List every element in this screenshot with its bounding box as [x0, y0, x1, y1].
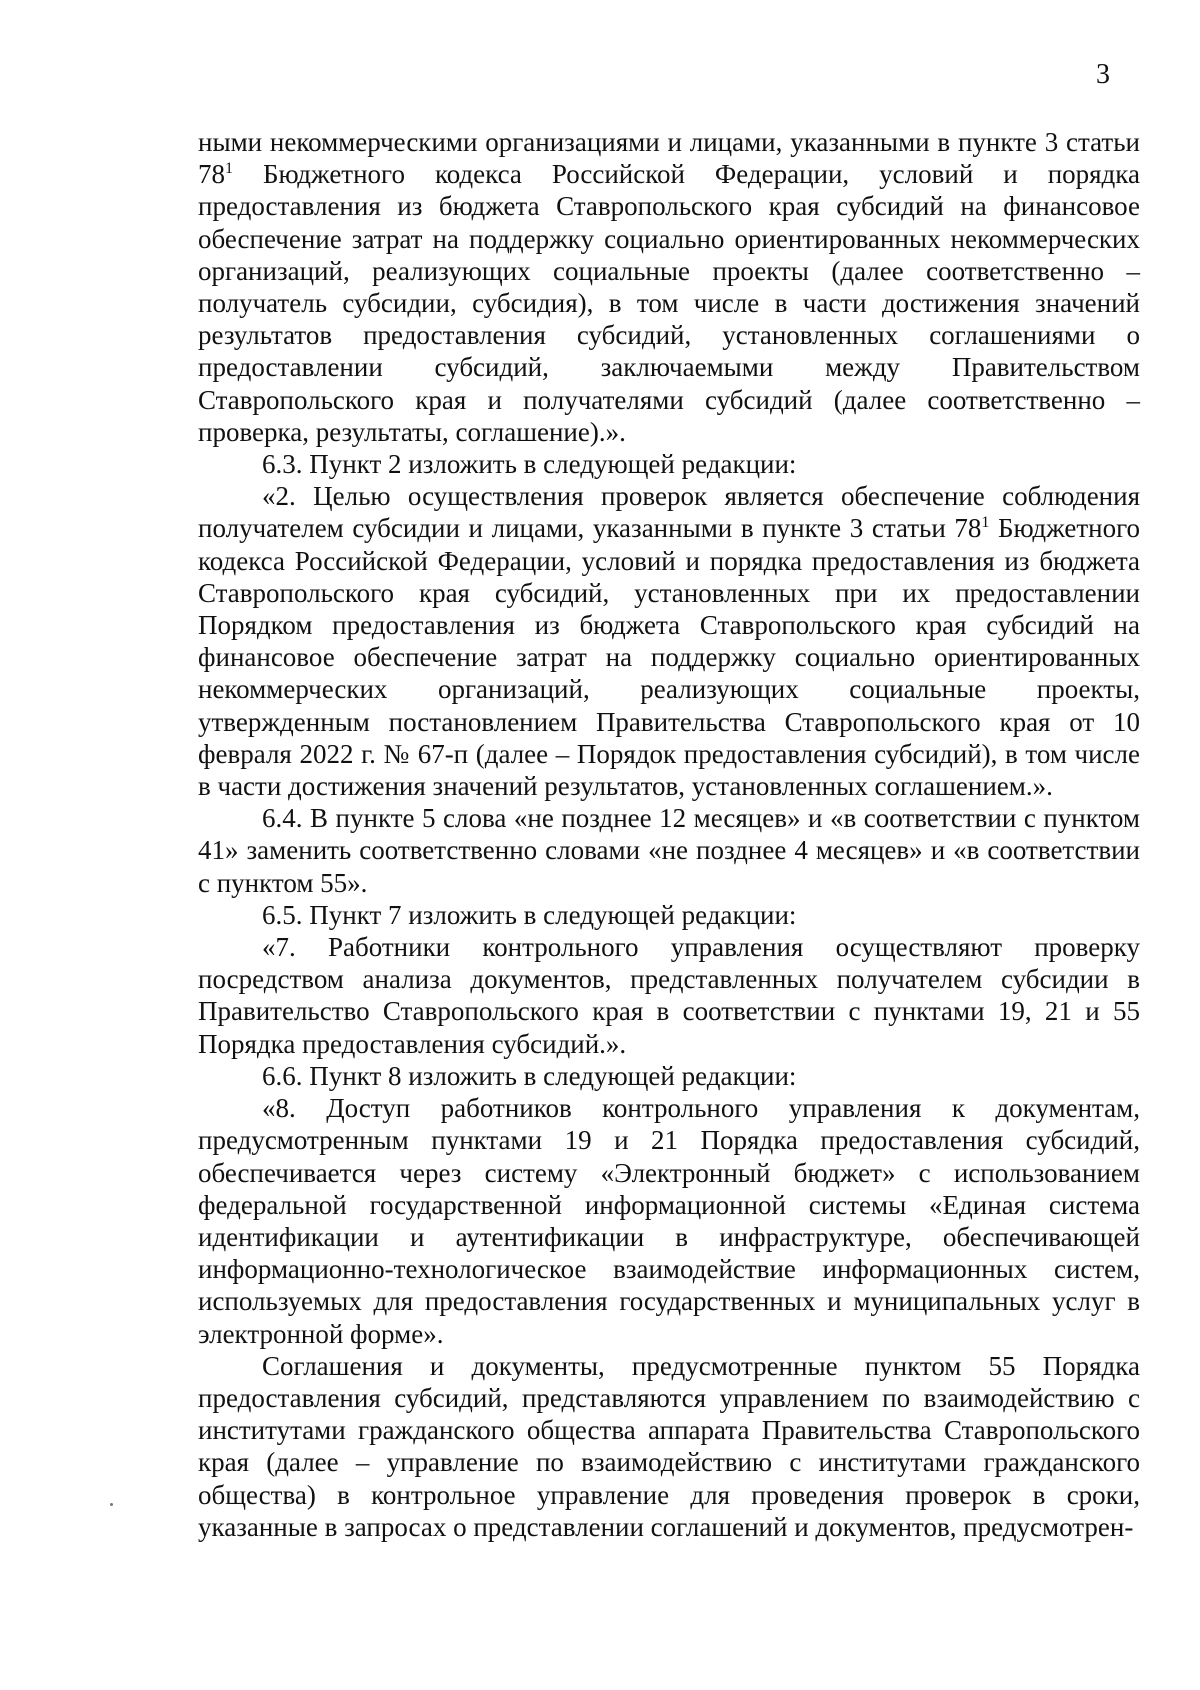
paragraph-text: «2. Целью осуществления проверок является обеспечение соблюдения получателем субсидии и лицами, указанными в пункте 3 статьи 78 [198, 481, 1140, 544]
paragraph-text: 6.5. Пункт 7 изложить в следующей редакции: [262, 899, 797, 930]
paragraph [198, 931, 1140, 1060]
document-body [198, 126, 1140, 1543]
superscript: 1 [225, 160, 233, 178]
paragraph [198, 480, 1140, 802]
paragraph [198, 1060, 1140, 1092]
scan-speck [110, 1503, 113, 1506]
paragraph [198, 1092, 1140, 1350]
page-number: 3 [1096, 59, 1110, 90]
paragraph [198, 1350, 1140, 1543]
paragraph-text: «8. Доступ работников контрольного управления к документам, предусмотренным пунктами 19 и 21 Порядка предоставления субсидий, обеспечивается через систему «Электронный бюджет» с использованием федеральной государственной информационной системы «Единая система идентификации и аутентификации в инфраструктуре, обеспечивающей информационно-технологическое взаимодействие информационных систем, используемых для предоставления государственных и муниципальных услуг в электронной форме». [198, 1093, 1140, 1349]
paragraph-text: 6.3. Пункт 2 изложить в следующей редакции: [262, 449, 797, 480]
superscript: 1 [981, 514, 990, 532]
paragraph-text: 6.6. Пункт 8 изложить в следующей редакции: [262, 1060, 797, 1091]
paragraph [198, 126, 1140, 448]
paragraph [198, 448, 1140, 480]
paragraph-text: 6.4. В пункте 5 слова «не позднее 12 месяцев» и «в соответствии с пунктом 41» заменить соответственно словами «не позднее 4 месяцев» и «в соответствии с пунктом 55». [198, 803, 1140, 898]
paragraph-text: Бюджетного кодекса Российской Федерации, условий и порядка предоставления из бюджета Ставропольского края субсидий, установленных при их предоставлении Порядком предоставления из бюджета Ставропольского края субсидий на финансовое обеспечение затрат на поддержку социально ориентированных некоммерческих организаций, реализующих социальные проекты, утвержденным постановлением Правительства Ставропольского края от 10 февраля 2022 г. № 67-п (далее – Порядок предоставления субсидий), в том числе в части достижения значений результатов, установленных соглашением.». [198, 513, 1140, 802]
paragraph-text: ными некоммерческими организациями и лицами, указанными в пункте 3 статьи 78 [198, 127, 1140, 190]
paragraph [198, 802, 1140, 899]
paragraph-text: «7. Работники контрольного управления осуществляют проверку посредством анализа документов, представленных получателем субсидии в Правительство Ставропольского края в соответствии с пунктами 19, 21 и 55 Порядка предоставления субсидий.». [198, 932, 1140, 1059]
paragraph-text: Бюджетного кодекса Российской Федерации, условий и порядка предоставления из бюджета Ставропольского края субсидий на финансовое обеспечение затрат на поддержку социально ориентированных некоммерческих организаций, реализующих социальные проекты (далее соответственно – получатель субсидии, субсидия), в том числе в части достижения значений результатов предоставления субсидий, установленных соглашениями о предоставлении субсидий, заключаемыми между Правительством Ставропольского края и получателями субсидий (далее соответственно – проверка, результаты, соглашение).». [198, 159, 1140, 447]
paragraph-text: Соглашения и документы, предусмотренные пунктом 55 Порядка предоставления субсидий, представляются управлением по взаимодействию с институтами гражданского общества аппарата Правительства Ставропольского края (далее – управление по взаимодействию с институтами гражданского общества) в контрольное управление для проведения проверок в сроки, указанные в запросах о представлении соглашений и документов, предусмотрен- [198, 1350, 1140, 1542]
paragraph [198, 899, 1140, 931]
